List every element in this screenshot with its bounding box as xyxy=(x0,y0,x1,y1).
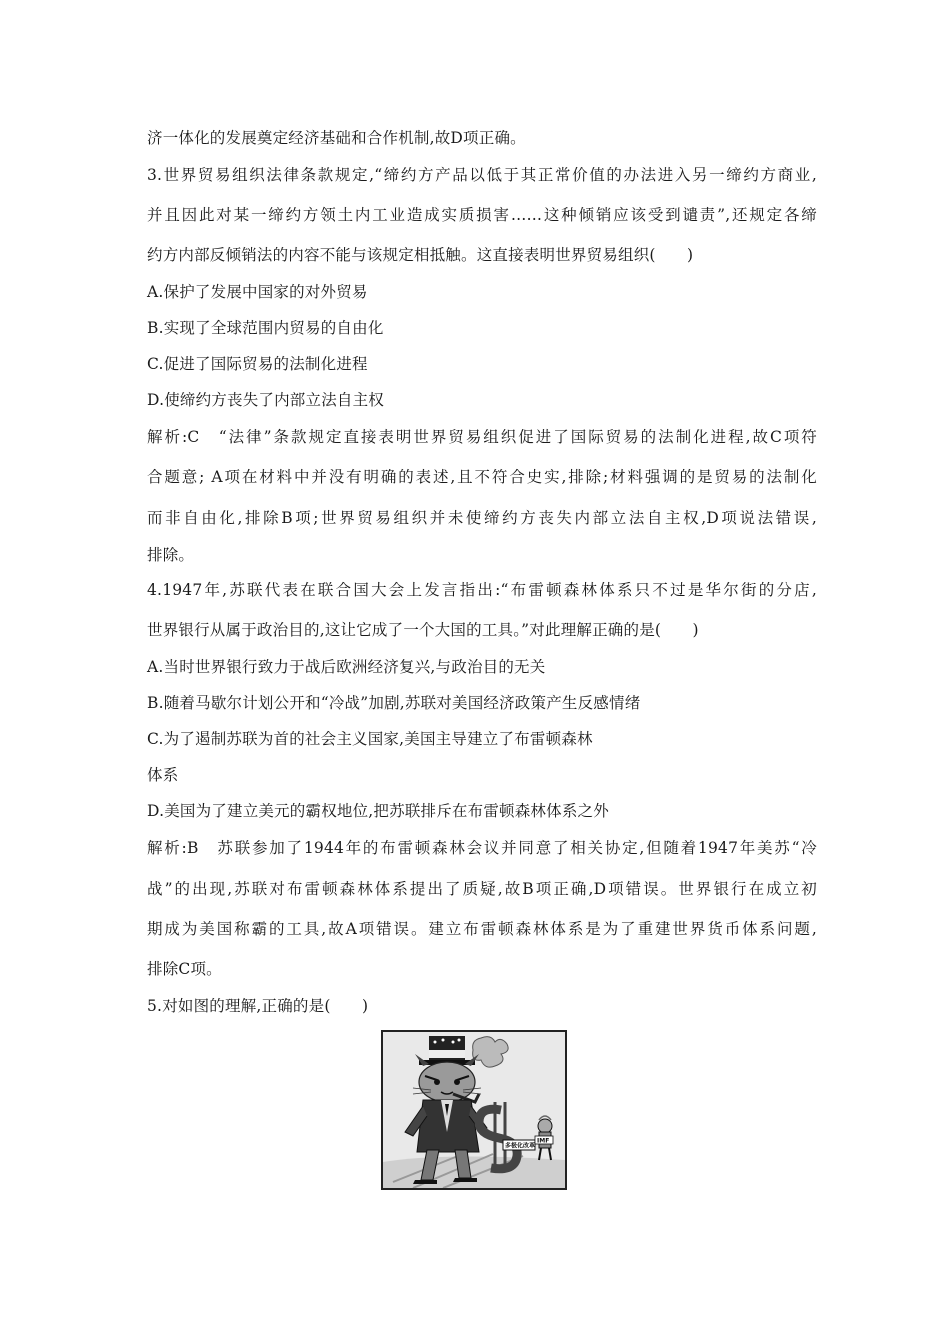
question-3-option-a: A.保护了发展中国家的对外贸易 xyxy=(147,283,368,301)
question-4-stem-line-1: 4.1947年,苏联代表在联合国大会上发言指出:“布雷顿森林体系只不过是华尔街的分店, xyxy=(147,581,817,599)
question-3-option-b: B.实现了全球范围内贸易的自由化 xyxy=(147,319,384,337)
question-4-analysis-line-3: 期成为美国称霸的工具,故A项错误。建立布雷顿森林体系是为了重建世界货币体系问题, xyxy=(147,920,817,938)
imf-badge-label: IMF xyxy=(537,1137,550,1145)
question-5-stem: 5.对如图的理解,正确的是( ) xyxy=(147,997,369,1015)
cartoon-sign-label: 多极化改革 xyxy=(505,1142,536,1150)
question-4-option-a: A.当时世界银行致力于战后欧洲经济复兴,与政治目的无关 xyxy=(147,658,546,676)
question-4-analysis-line-1: 解析:B 苏联参加了1944年的布雷顿森林会议并同意了相关协定,但随着1947年美苏“冷 xyxy=(147,839,817,857)
question-4-option-b: B.随着马歇尔计划公开和“冷战”加剧,苏联对美国经济政策产生反感情绪 xyxy=(147,694,641,712)
question-3-stem-line-2: 并且因此对某一缔约方领土内工业造成实质损害……这种倾销应该受到谴责”,还规定各缔 xyxy=(147,206,817,224)
question-4-stem-line-2: 世界银行从属于政治目的,这让它成了一个大国的工具。”对此理解正确的是( ) xyxy=(147,621,699,639)
question-3-analysis-line-1: 解析:C “法律”条款规定直接表明世界贸易组织促进了国际贸易的法制化进程,故C项符 xyxy=(147,428,817,446)
question-3-option-d: D.使缔约方丧失了内部立法自主权 xyxy=(147,391,385,409)
question-3-stem-line-1: 3.世界贸易组织法律条款规定,“缔约方产品以低于其正常价值的办法进入另一缔约方商业, xyxy=(147,166,817,184)
question-3-analysis-line-4: 排除。 xyxy=(147,546,195,564)
question-4-option-d: D.美国为了建立美元的霸权地位,把苏联排斥在布雷顿森林体系之外 xyxy=(147,802,609,820)
question-4-analysis-line-4: 排除C项。 xyxy=(147,960,222,978)
text-line-continuation: 济一体化的发展奠定经济基础和合作机制,故D项正确。 xyxy=(147,129,526,147)
question-3-analysis-line-2: 合题意; A项在材料中并没有明确的表述,且不符合史实,排除;材料强调的是贸易的法制化 xyxy=(147,468,817,486)
question-3-stem-line-3: 约方内部反倾销法的内容不能与该规定相抵触。这直接表明世界贸易组织( ) xyxy=(147,246,694,264)
question-4-option-c-line-2: 体系 xyxy=(147,766,179,784)
question-3-analysis-line-3: 而非自由化,排除B项;世界贸易组织并未使缔约方丧失内部立法自主权,D项说法错误, xyxy=(147,509,817,527)
question-3-option-c: C.促进了国际贸易的法制化进程 xyxy=(147,355,368,373)
question-4-analysis-line-2: 战”的出现,苏联对布雷顿森林体系提出了质疑,故B项正确,D项错误。世界银行在成立初 xyxy=(147,880,817,898)
cartoon-illustration xyxy=(383,1032,565,1188)
question-4-option-c-line-1: C.为了遏制苏联为首的社会主义国家,美国主导建立了布雷顿森林 xyxy=(147,730,593,748)
cartoon-figure xyxy=(381,1030,567,1190)
